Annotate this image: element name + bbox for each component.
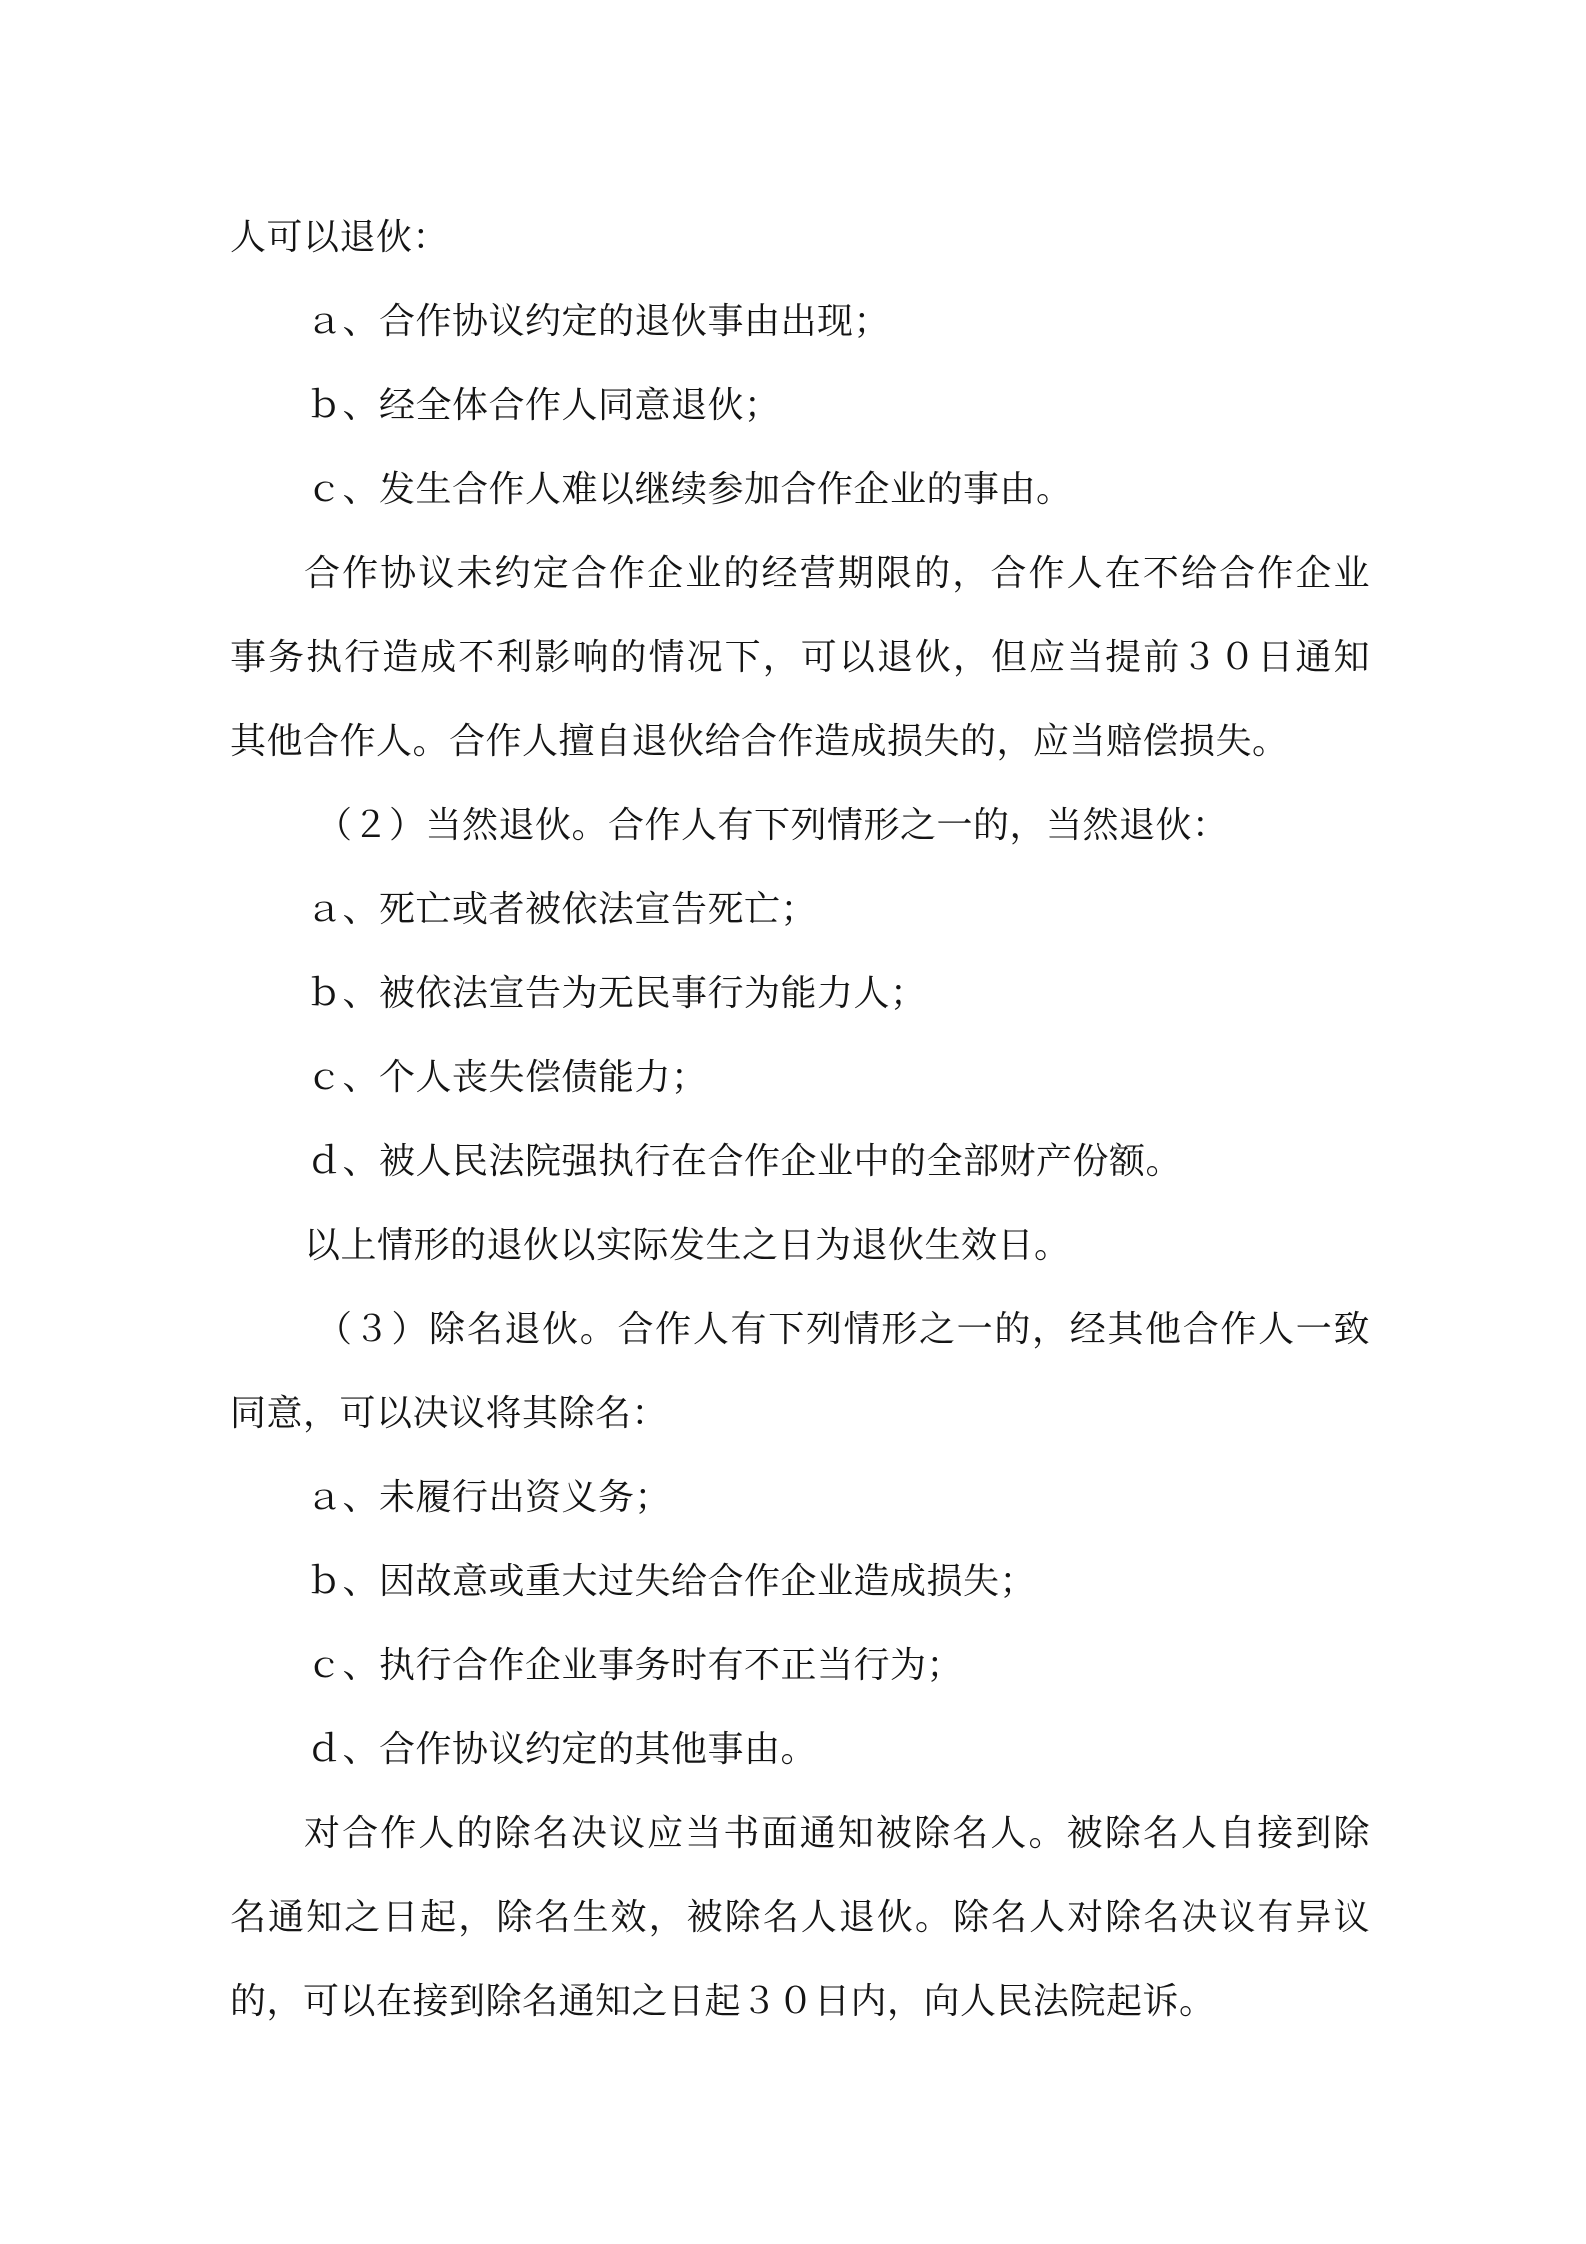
list-item: ａ、死亡或者被依法宣告死亡； [306, 889, 818, 930]
paragraph-line: 的，可以在接到除名通知之日起３０日内，向人民法院起诉。 [230, 1981, 1216, 2022]
list-item: ｂ、被依法宣告为无民事行为能力人； [306, 973, 927, 1014]
list-item: ｄ、合作协议约定的其他事由。 [306, 1729, 818, 1770]
paragraph-line: 对合作人的除名决议应当书面通知被除名人。被除名人自接到除 [304, 1813, 1370, 1854]
list-item: ｂ、经全体合作人同意退伙； [306, 385, 781, 426]
paragraph-line: 事务执行造成不利影响的情况下，可以退伙，但应当提前３０日通知 [230, 637, 1370, 678]
paragraph-line: 名通知之日起，除名生效，被除名人退伙。除名人对除名决议有异议 [230, 1897, 1370, 1938]
section-heading-line: （２）当然退伙。合作人有下列情形之一的，当然退伙： [316, 805, 1229, 846]
paragraph-line: 其他合作人。合作人擅自退伙给合作造成损失的，应当赔偿损失。 [230, 721, 1289, 762]
list-item: ａ、未履行出资义务； [306, 1477, 672, 1518]
paragraph-line: 同意，可以决议将其除名： [230, 1393, 669, 1434]
section-heading-line: （３）除名退伙。合作人有下列情形之一的，经其他合作人一致 [316, 1309, 1370, 1350]
list-item: ｂ、因故意或重大过失给合作企业造成损失； [306, 1561, 1037, 1602]
paragraph-line: 以上情形的退伙以实际发生之日为退伙生效日。 [304, 1225, 1071, 1266]
list-item: ａ、合作协议约定的退伙事由出现； [306, 301, 891, 342]
paragraph-line: 合作协议未约定合作企业的经营期限的，合作人在不给合作企业 [304, 553, 1370, 594]
list-item: ｃ、发生合作人难以继续参加合作企业的事由。 [306, 469, 1073, 510]
document-body [230, 196, 1370, 2044]
list-item: ｃ、个人丧失偿债能力； [306, 1057, 708, 1098]
text-line: 人可以退伙： [230, 217, 450, 258]
list-item: ｃ、执行合作企业事务时有不正当行为； [306, 1645, 964, 1686]
list-item: ｄ、被人民法院强执行在合作企业中的全部财产份额。 [306, 1141, 1183, 1182]
